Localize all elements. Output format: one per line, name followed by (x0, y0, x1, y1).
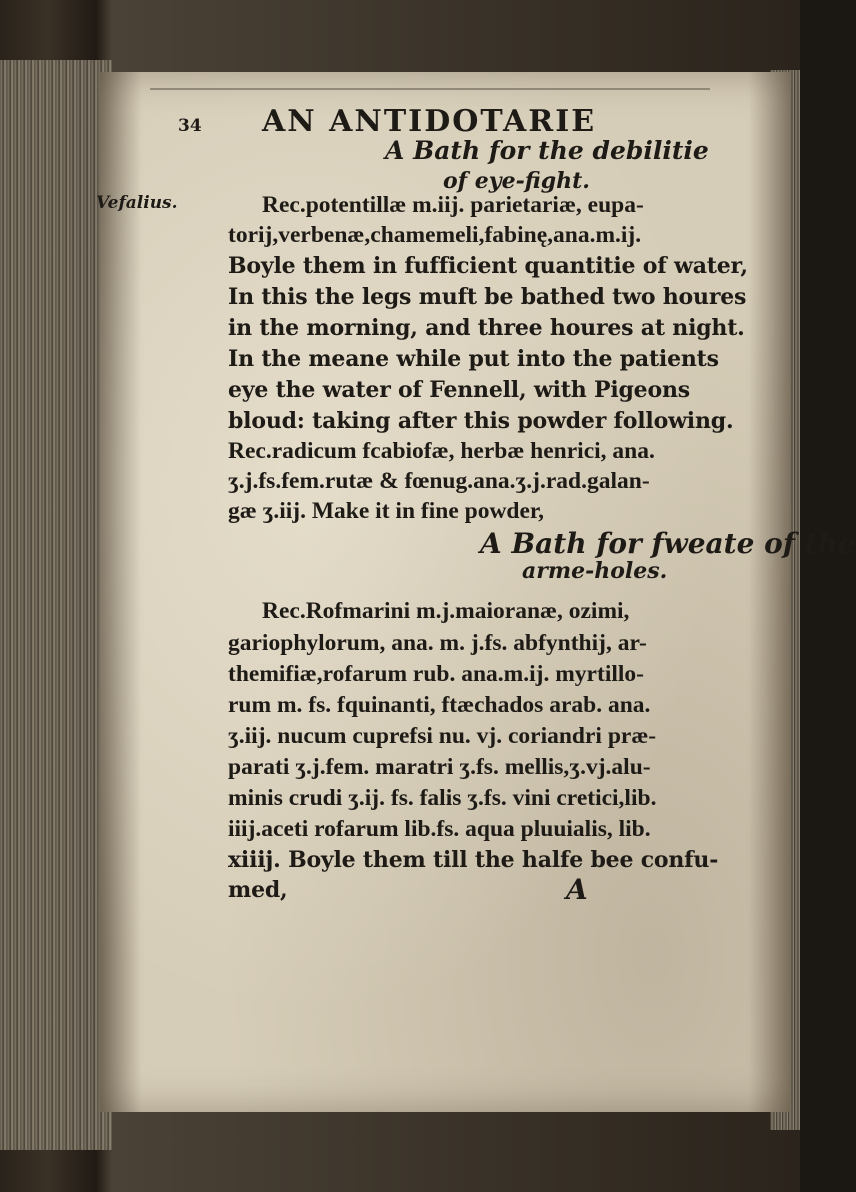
section-subtitle: arme-holes. (522, 558, 668, 584)
text-line: bloud: taking after this powder following. (228, 408, 734, 434)
text-line: gariophylorum, ana. m. j.fs. abfynthij, ar- (228, 630, 647, 656)
text-line: In the meane while put into the patients (228, 346, 719, 372)
text-line: In this the legs muft be bathed two houres (228, 284, 747, 310)
text-line: xiiij. Boyle them till the halfe bee confu- (228, 847, 719, 873)
text-line: themifiæ,rofarum rub. ana.m.ij. myrtillo- (228, 661, 644, 687)
text-line: gæ ʒ.iij. Make it in fine powder, (228, 498, 545, 524)
text-line: rum m. fs. fquinanti, ftæchados arab. ana. (228, 692, 651, 718)
section-title: A Bath for the debilitie (385, 136, 709, 165)
page-number: 34 (178, 116, 202, 136)
text-line: Boyle them in fufficient quantitie of water, (228, 253, 748, 279)
text-line: Rec.potentillæ m.iij. parietariæ, eupa- (262, 192, 644, 218)
text-line: med, (228, 877, 288, 903)
section-title: A Bath for fweate of the (480, 527, 856, 560)
text-line: eye the water of Fennell, with Pigeons (228, 377, 690, 403)
text-line: Rec.Rofmarini m.j.maioranæ, ozimi, (262, 598, 630, 624)
section-subtitle: of eye-fight. (443, 168, 590, 194)
catchword: A (566, 873, 588, 906)
book-fore-edge-left (0, 60, 112, 1150)
text-line: ʒ.iij. nucum cuprefsi nu. vj. coriandri præ- (228, 723, 657, 749)
text-line: in the morning, and three houres at night. (228, 315, 745, 341)
text-line: minis crudi ʒ.ij. fs. falis ʒ.fs. vini cretici,lib. (228, 785, 657, 811)
running-head: AN ANTIDOTARIE (262, 104, 597, 139)
text-line: iiij.aceti rofarum lib.fs. aqua pluuialis, lib. (228, 816, 651, 842)
text-line: torij,verbenæ,chamemeli,fabinę,ana.m.ij. (228, 222, 642, 248)
text-line: ʒ.j.fs.fem.rutæ & fœnug.ana.ʒ.j.rad.galan- (228, 468, 650, 494)
text-line: parati ʒ.j.fem. maratri ʒ.fs. mellis,ʒ.vj.alu- (228, 754, 651, 780)
text-line: Rec.radicum fcabiofæ, herbæ henrici, ana. (228, 438, 655, 464)
page-top-shadow (150, 88, 710, 90)
margin-note: Vefalius. (96, 193, 178, 213)
